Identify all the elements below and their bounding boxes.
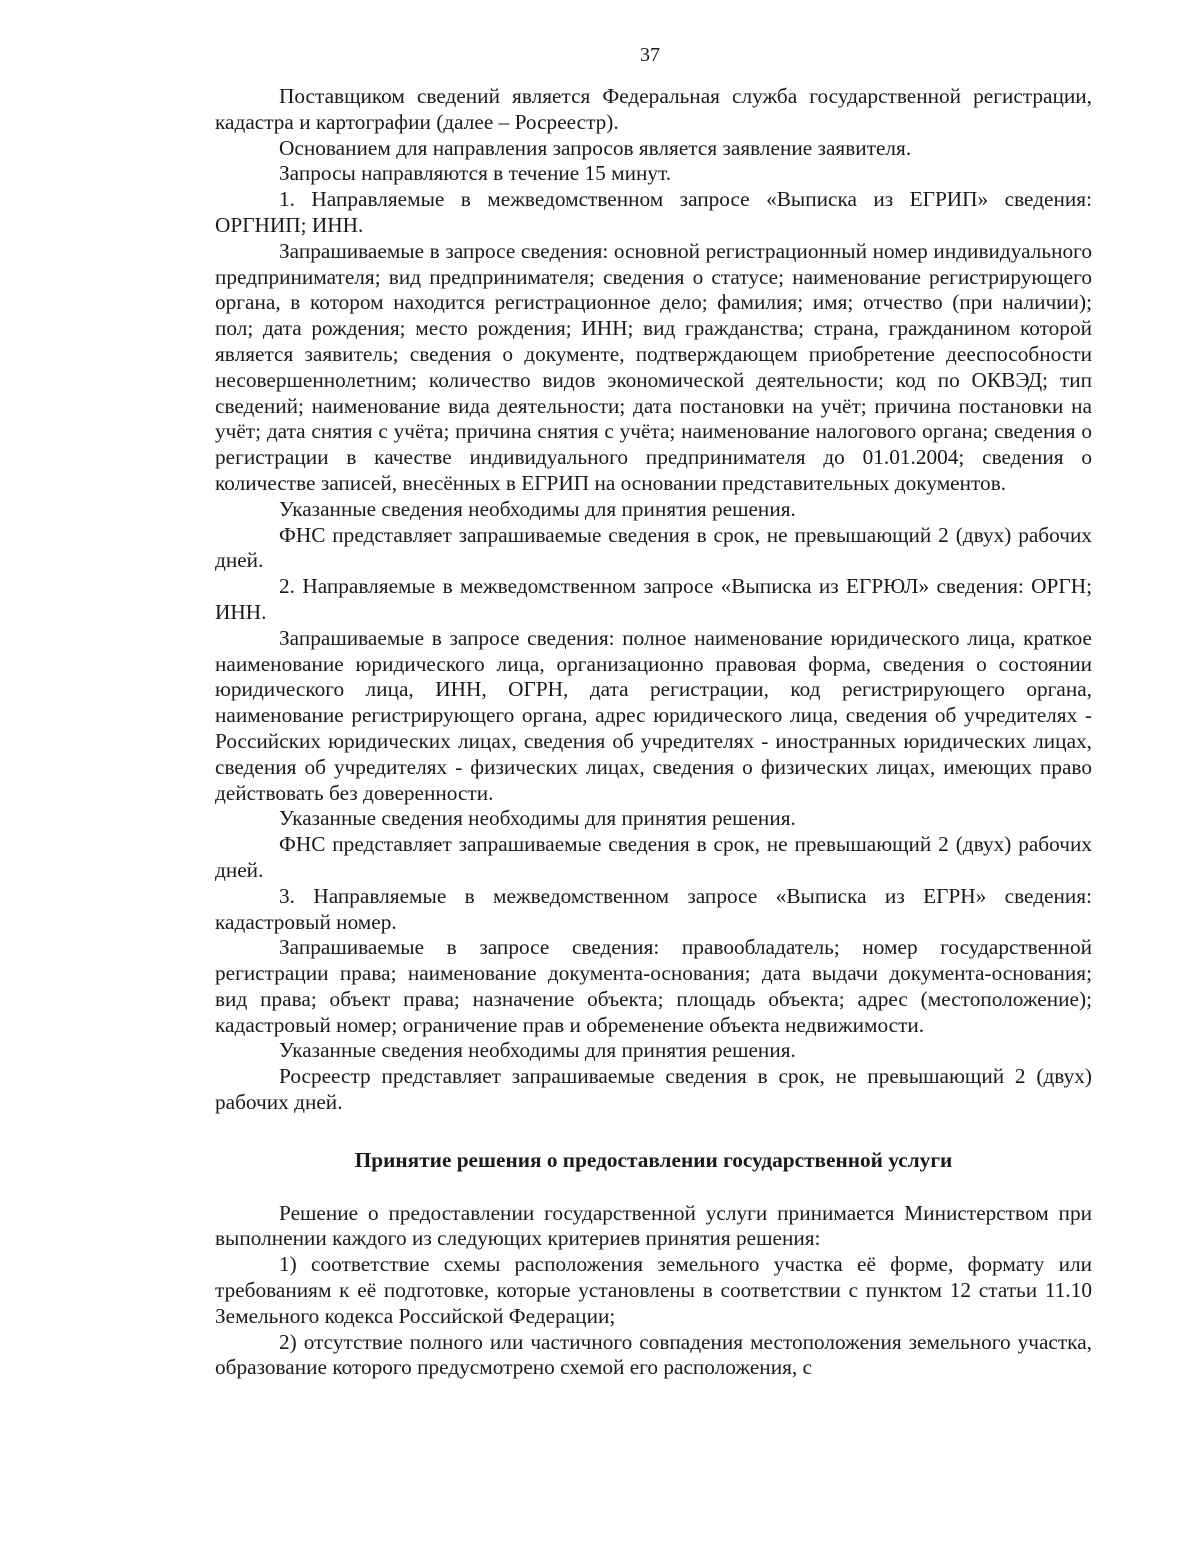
paragraph: ФНС представляет запрашиваемые сведения в срок, не превышающий 2 (двух) рабочих дней. — [215, 522, 1092, 573]
document-body — [215, 84, 1092, 1381]
paragraph: 1. Направляемые в межведомственном запросе «Выписка из ЕГРИП» сведения: ОРГНИП; ИНН. — [215, 187, 1092, 237]
section-heading: Принятие решения о предоставлении государственной услуги — [354, 1147, 953, 1172]
paragraph: 2. Направляемые в межведомственном запросе «Выписка из ЕГРЮЛ» сведения: ОРГН; ИНН. — [215, 574, 1092, 624]
paragraph: ФНС представляет запрашиваемые сведения в срок, не превышающий 2 (двух) рабочих дней. — [215, 832, 1092, 882]
paragraph: Запрашиваемые в запросе сведения: правообладатель; номер государственной регистрации права; наименование документа-основания; дата выдачи документа-основания; вид права; объект права; назначение объекта; площадь объекта; адрес (местоположение); кадастровый номер; ограничение прав и обременение объекта недвижимости. — [215, 935, 1092, 1037]
paragraph: Указанные сведения необходимы для принятия решения. — [279, 806, 796, 831]
paragraph: Основанием для направления запросов является заявление заявителя. — [279, 135, 912, 160]
paragraph: 2) отсутствие полного или частичного совпадения местоположения земельного участка, образование которого предусмотрено схемой его расположения, с — [215, 1329, 1092, 1380]
paragraph: Решение о предоставлении государственной услуги принимается Министерством при выполнении каждого из следующих критериев принятия решения: — [215, 1200, 1092, 1251]
page-number: 37 — [640, 44, 660, 66]
paragraph: Запрашиваемые в запросе сведения: основной регистрационный номер индивидуального предпринимателя; вид предпринимателя; сведения о статусе; наименование регистрирующего органа, в котором находится регистрационное дело; фамилия; имя; отчество (при наличии); пол; дата рождения; место рождения; ИНН; вид гражданства; страна, гражданином которой является заявитель; сведения о документе, подтверждающем приобретение дееспособности несовершеннолетним; количество видов экономической деятельности; код по ОКВЭД; тип сведений; наименование вида деятельности; дата постановки на учёт; причина постановки на учёт; дата снятия с учёта; причина снятия с учёта; наименование налогового органа; сведения о регистрации в качестве индивидуального предпринимателя до 01.01.2004; сведения о количестве записей, внесённых в ЕГРИП на основании представительных документов. — [215, 238, 1092, 495]
paragraph: Росреестр представляет запрашиваемые сведения в срок, не превышающий 2 (двух) рабочих дней. — [215, 1064, 1092, 1115]
paragraph: Указанные сведения необходимы для принятия решения. — [279, 1038, 796, 1063]
paragraph: 3. Направляемые в межведомственном запросе «Выписка из ЕГРН» сведения: кадастровый номер. — [215, 883, 1092, 934]
paragraph: Запрашиваемые в запросе сведения: полное наименование юридического лица, краткое наименование юридического лица, организационно правовая форма, сведения о состоянии юридического лица, ИНН, ОГРН, дата регистрации, код регистрирующего органа, наименование регистрирующего органа, адрес юридического лица, сведения об учредителях - Российских юридических лицах, сведения об учредителях - иностранных юридических лицах, сведения об учредителях - физических лицах, сведения о физических лицах, имеющих право действовать без доверенности. — [215, 625, 1092, 805]
paragraph: Указанные сведения необходимы для принятия решения. — [279, 496, 796, 521]
paragraph: 1) соответствие схемы расположения земельного участка её форме, формату или требованиям к её подготовке, которые установлены в соответствии с пунктом 12 статьи 11.10 Земельного кодекса Российской Федерации; — [215, 1252, 1092, 1328]
paragraph: Поставщиком сведений является Федеральная служба государственной регистрации, кадастра и картографии (далее – Росреестр). — [215, 84, 1092, 134]
paragraph: Запросы направляются в течение 15 минут. — [279, 161, 672, 186]
